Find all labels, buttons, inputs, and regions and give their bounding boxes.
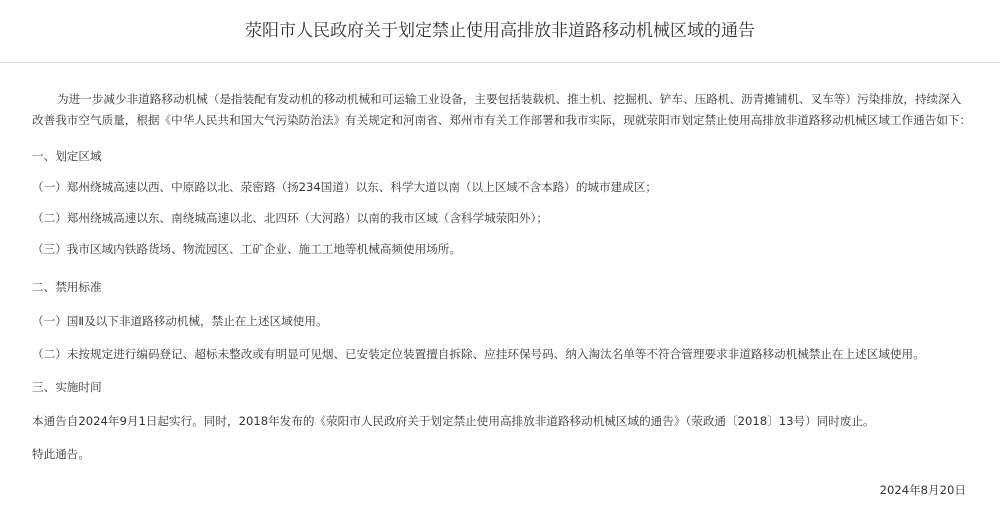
issue-date: 2024年8月20日 bbox=[879, 483, 966, 497]
section-heading: 二、禁用标准 bbox=[32, 280, 102, 294]
section-heading: 三、实施时间 bbox=[32, 380, 102, 394]
title-divider bbox=[0, 62, 1000, 63]
section-item: （二）郑州绕城高速以东、南绕城高速以北、北四环（大河路）以南的我市区域（含科学城荥阳外）； bbox=[32, 211, 548, 225]
intro-paragraph: 为进一步减少非道路移动机械（是指装配有发动机的移动机械和可运输工业设备，主要包括装载机、推土机、挖掘机、铲车、压路机、沥青摊铺机、叉车等）污染排放，持续深入改善我市空气质量，根据《中华人民共和国大气污染防治法》有关规定和河南省、郑州市有关工作部署和我市实际，现就荥阳市划定禁止使用高排放非道路移动机械区域工作通告如下： bbox=[32, 92, 972, 127]
closing-text: 特此通告。 bbox=[32, 447, 90, 461]
section-item: 本通告自2024年9月1日起实行。同时，2018年发布的《荥阳市人民政府关于划定禁止使用高排放非道路移动机械区域的通告》（荥政通〔2018〕13号）同时废止。 bbox=[32, 414, 875, 428]
section-item: （一）国Ⅱ及以下非道路移动机械，禁止在上述区域使用。 bbox=[32, 314, 328, 328]
section-item: （一）郑州绕城高速以西、中原路以北、荥密路（扬234国道）以东、科学大道以南（以上区域不含本路）的城市建成区； bbox=[32, 180, 658, 194]
section-item: （三）我市区域内铁路货场、物流园区、工矿企业、施工工地等机械高频使用场所。 bbox=[32, 242, 461, 256]
section-heading: 一、划定区域 bbox=[32, 149, 102, 163]
section-item: （二）未按规定进行编码登记、超标未整改或有明显可见烟、已安装定位装置擅自拆除、应挂环保号码、纳入淘汰名单等不符合管理要求非道路移动机械禁止在上述区域使用。 bbox=[32, 347, 925, 361]
page-title: 荥阳市人民政府关于划定禁止使用高排放非道路移动机械区域的通告 bbox=[245, 21, 755, 41]
